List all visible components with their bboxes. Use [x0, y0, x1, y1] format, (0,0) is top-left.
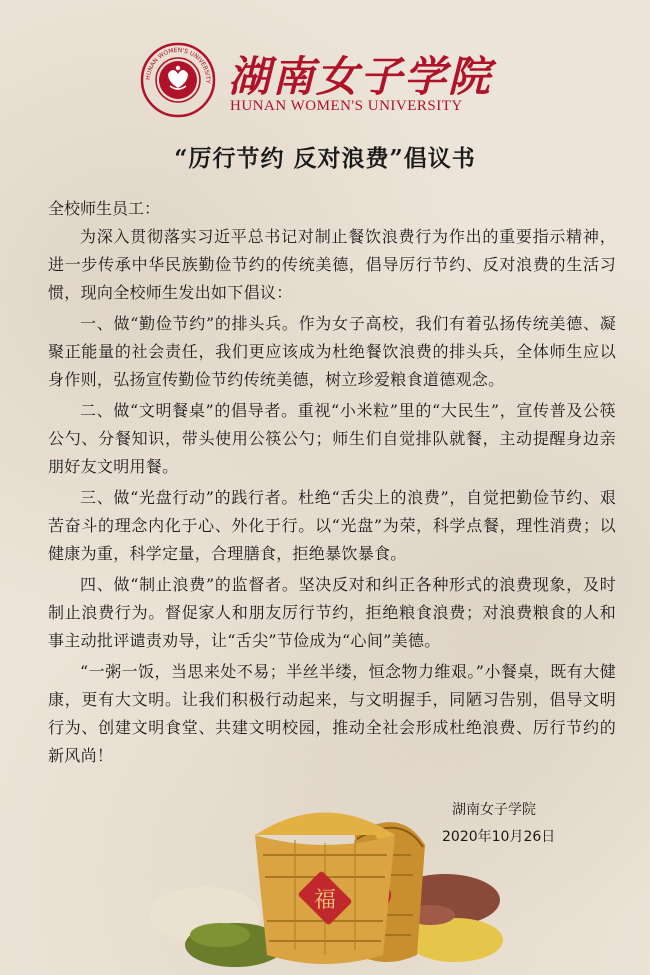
- paragraph-point-4: 四、做“制止浪费”的监督者。坚决反对和纠正各种形式的浪费现象，及时制止浪费行为。督促家人和朋友厉行节约，拒绝粮食浪费；对浪费粮食的人和事主动批评谴责劝导，让“舌尖”节俭成为“心间”美德。: [48, 575, 616, 650]
- university-header: [140, 42, 520, 120]
- document-body: [48, 195, 616, 773]
- university-name-cn: 湖南女子学院: [228, 52, 493, 101]
- university-name-en: HUNAN WOMEN'S UNIVERSITY: [230, 98, 463, 114]
- salutation: 全校师生员工：: [48, 199, 161, 218]
- paragraph-point-1: 一、做“勤俭节约”的排头兵。作为女子高校，我们有着弘扬传统美德、凝聚正能量的社会责任，我们更应该成为杜绝餐饮浪费的排头兵，全体师生应以身作则，弘扬宣传勤俭节约传统美德，树立珍爱粮食道德观念。: [48, 314, 616, 389]
- fu-character-label: 福: [313, 888, 337, 913]
- paragraph-closing: “一粥一饭，当思来处不易；半丝半缕，恒念物力维艰。”小餐桌，既有大健康，更有大文明。让我们积极行动起来，与文明握手，同陋习告别，倡导文明行为、创建文明食堂、共建文明校园，推动全社会形成杜绝浪费、厉行节约的新风尚！: [48, 662, 616, 765]
- signature-date: 2020年10月26日: [442, 829, 556, 845]
- signature-name: 湖南女子学院: [452, 802, 536, 818]
- grain-basket-illustration: [145, 795, 505, 975]
- paragraph-intro: 为深入贯彻落实习近平总书记对制止餐饮浪费行为作出的重要指示精神，进一步传承中华民族勤俭节约的传统美德，倡导厉行节约、反对浪费的生活习惯，现向全校师生发出如下倡议：: [48, 227, 616, 302]
- seal-ring-text: HUNAN WOMEN'S UNIVERSITY: [144, 46, 212, 84]
- document-title: “厉行节约 反对浪费”倡议书: [174, 145, 476, 172]
- university-seal-logo: [140, 42, 216, 118]
- paragraph-point-3: 三、做“光盘行动”的践行者。杜绝“舌尖上的浪费”，自觉把勤俭节约、艰苦奋斗的理念内化于心、外化于行。以“光盘”为荣，科学点餐，理性消费；以健康为重，科学定量，合理膳食，拒绝暴饮暴食。: [48, 488, 616, 563]
- paragraph-point-2: 二、做“文明餐桌”的倡导者。重视“小米粒”里的“大民生”，宣传普及公筷公勺、分餐知识，带头使用公筷公勺；师生们自觉排队就餐，主动提醒身边亲朋好友文明用餐。: [48, 401, 616, 476]
